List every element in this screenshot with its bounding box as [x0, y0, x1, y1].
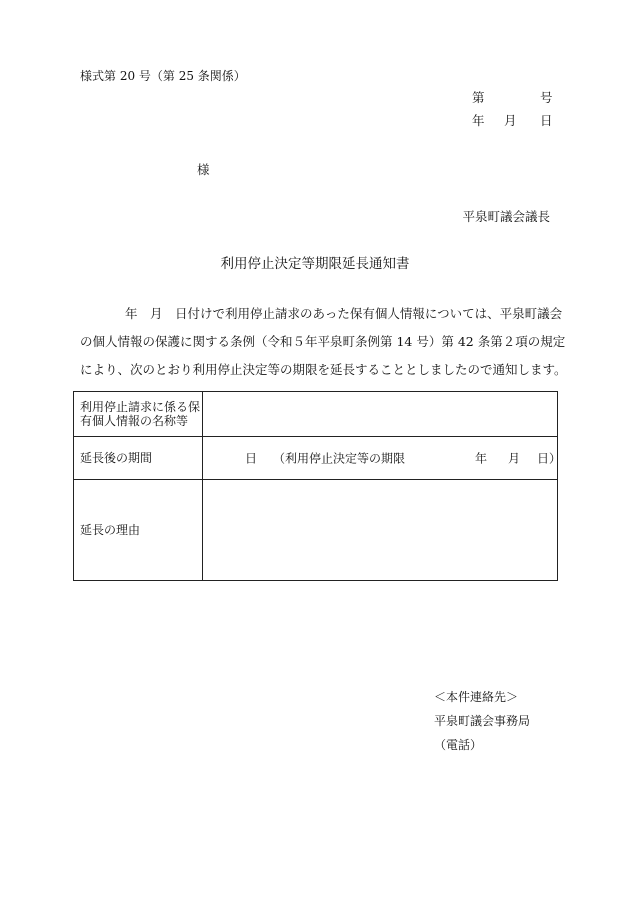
- period-deadline-label: （利用停止決定等の期限: [273, 451, 406, 466]
- contact-header: ＜本件連絡先＞: [434, 690, 519, 704]
- table-row-info-name: [74, 392, 558, 437]
- date-year: 年: [472, 113, 485, 128]
- recipient-honorific: 様: [197, 162, 210, 177]
- body-text: [80, 300, 567, 384]
- info-name-label: 利用停止請求に係る保有個人情報の名称等: [74, 392, 203, 437]
- document-number-suffix: 号: [540, 90, 553, 105]
- document-title: 利用停止決定等期限延長通知書: [220, 256, 410, 272]
- contact-phone: （電話）: [434, 738, 483, 752]
- sender-name: 平泉町議会議長: [462, 209, 550, 224]
- form-number: 様式第 20 号（第 25 条関係）: [80, 69, 246, 83]
- info-name-value: [203, 392, 558, 437]
- period-year: 年: [475, 451, 488, 466]
- contact-block: [434, 685, 530, 757]
- contact-office: 平泉町議会事務局: [434, 714, 531, 728]
- period-days: 日: [245, 451, 258, 466]
- date-day: 日: [540, 113, 553, 128]
- date-month: 月: [504, 113, 517, 128]
- reason-value: [203, 480, 558, 581]
- table-row-extended-period: [74, 437, 558, 480]
- extended-period-label: 延長後の期間: [74, 437, 203, 480]
- extended-period-value: [203, 437, 562, 480]
- info-table: [73, 391, 562, 581]
- period-month: 月: [508, 451, 521, 466]
- reason-label: 延長の理由: [74, 480, 203, 581]
- table-row-reason: [74, 480, 558, 581]
- body-line-1: 年 月 日付けで利用停止請求のあった保有個人情報については、平泉町議会: [125, 306, 563, 321]
- period-day: 日）: [537, 451, 562, 466]
- body-line-3: により、次のとおり利用停止決定等の期限を延長することとしましたので通知します。: [80, 362, 567, 377]
- document-number-label: 第: [472, 90, 485, 105]
- body-line-2: の個人情報の保護に関する条例（令和５年平泉町条例第 14 号）第 42 条第２項の規定: [80, 334, 566, 349]
